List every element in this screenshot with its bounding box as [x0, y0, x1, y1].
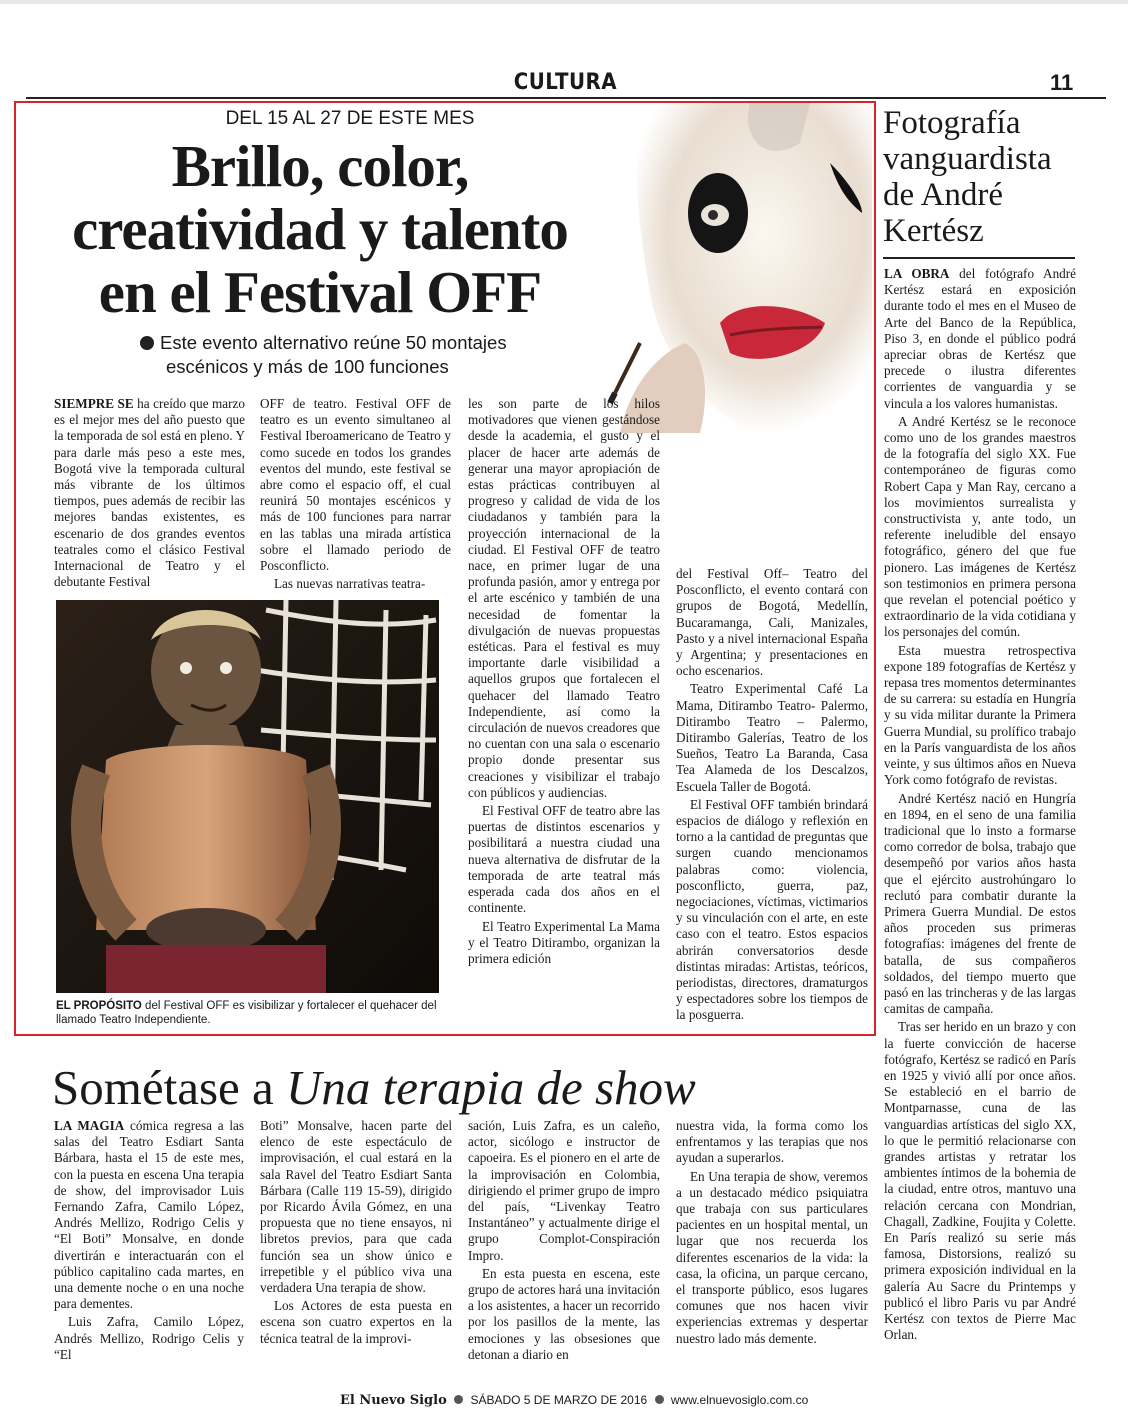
headline-line: creatividad y talento [72, 196, 568, 262]
paragraph: sación, Luis Zafra, es un caleño, actor, sicólogo e instructor de capoeira. Es el pionero en el arte de la improvisación en Colombia, dirigiendo el primer grupo de impro del país, “Livenkay Teatro Instantáneo” y actualmente dirige el grupo Complot-Conspiración Impro. [468, 1118, 660, 1263]
sidebar-column [884, 266, 1076, 1345]
footer-website[interactable]: www.elnuevosiglo.com.co [670, 1393, 809, 1407]
paragraph: les son parte de los hilos motivadores que vienen gestándose desde la academia, el gusto y el placer de hacer arte además de generar una mayor apropiación de estas prácticas contribuyen al progreso y calidad de vida de los ciudadanos y también para la proyección internacional de la ciudad. El Festival OFF de teatro nace, en primer lugar de una profunda pasión, amor y entrega por el arte escénico y también de una necesidad de fomentar la divulgación de nuevas propuestas estéticas. Para el festival es muy importante darle visibilidad a aquellos grupos que fortalecen el quehacer del llamado Teatro Independiente, así como la circulación de nuevos creadores que no cuentan con una sala o escenario propio donde presentar sus creaciones y visibilizar el trabajo con públicos y audiencias. [468, 396, 660, 800]
second-headline: Sométase a Una terapia de show [52, 1060, 696, 1115]
sidebar-title-line: vanguardista [883, 141, 1052, 177]
bullet-icon [655, 1395, 664, 1404]
article-column-3 [468, 396, 660, 969]
paragraph: LA MAGIA cómica regresa a las salas del Teatro Esdiart Santa Bárbara, hasta el 15 de este mes, con la puesta en escena Una terapia de show, del improvisador Luis Fernando Zafra, Camilo López, Andrés Mellizo, Rodrigo Celis y “El Boti” Monsalve, en donde divertirán e interactuarán con el público capitalino cada martes, en una demente noche o en una noche para dementes. [54, 1118, 244, 1312]
photo-caption: EL PROPÓSITO del Festival OFF es visibilizar y fortalecer el quehacer del llamado Teatro Independiente. [56, 1000, 437, 1026]
paragraph: Las nuevas narrativas teatra- [274, 576, 426, 592]
paragraph: En Una terapia de show, veremos a un destacado médico psiquiatra que trabaja con sus particulares pacientes en un hospital mental, un lugar que nos recuerda los diferentes escenarios de la vida: la casa, la oficina, un parque cercano, el transporte público, esos lugares comunes que nos hacen vivir experiencias extremas y despertar nuestro lado más demente. [676, 1168, 868, 1346]
paragraph: Tras ser herido en un brazo y con la fuerte convicción de hacerse fotógrafo, Kertész se radicó en París en 1925 y vivió allí por once años. Se estableció en el barrio de Montparnasse, cuna de las vanguardias artísticas del siglo XX, lo que le permitió relacionarse con grandes artistas y retratar los ambientes íntimos de la bohemia de la ciudad, entre otros, mantuvo una relación cercana con Mondrian, Chagall, Zadkine, Foujita y Colette. En París realizó su serie más famosa, Distorsions, realizó su primera exposición individual en la galería Au Sacre du Printemps y publicó el libro Paris vu par André Kertész con textos de Pierre Mac Orlan. [884, 1019, 1076, 1343]
paragraph: SIEMPRE SE ha creído que marzo es el mejor mes del año puesto que la temporada de sol está en pleno. Y para darle más peso a este mes, Bogotá vive la temporada cultural más vibrante de los últimos tiempos, pues además de recibir las mejores bandas existentes, es escenario de dos grandes eventos teatrales como el clásico Festival Internacional de Teatro y el debutante Festival [54, 396, 246, 590]
section-title: CULTURA [513, 70, 617, 95]
clown-face-photo [600, 103, 872, 433]
sidebar-title-line: Fotografía [883, 105, 1021, 141]
sidebar-rule [883, 257, 1075, 259]
paragraph: El Festival OFF de teatro abre las puertas de distintos escenarios y posibilitará a nuestra ciudad una nueva alternativa de disfrutar de la temporada de arte teatral más esperada cada dos años en el continente. [468, 803, 660, 916]
paragraph: André Kertész nació en Hungría en 1894, en el seno de una familia tradicional que lo insto a formarse como corredor de bolsa, trabajo que desempeñó por varios años hasta que el ejército austrohúngaro lo reclutó para combatir durante la Primera Guerra Mundial. De estos años proceden sus primeras fotografías: imágenes del frente de batalla, de sus compañeros soldados, del tiempo muerto que pasó en las trincheras y de las largas camitas de campaña. [884, 790, 1076, 1017]
second-column-2 [260, 1118, 452, 1349]
bullet-icon [454, 1395, 463, 1404]
page-number: 11 [1050, 70, 1074, 95]
main-headline [30, 135, 610, 324]
paragraph: En esta puesta en escena, este grupo de actores hará una invitación a los asistentes, a hacer un recorrido por los pasillos de la mente, las emociones y las obsesiones que detonan a diario en [468, 1265, 660, 1362]
paragraph: A André Kertész se le reconoce como uno de los grandes maestros de la fotografía del siglo XX. Fue contemporáneo de figuras como Robert Capa y Man Ray, cercano a los movimientos surrealista y constructivista y, ante todo, un referente ineludible del ensayo fotográfico, género del que fue pionero. Las imágenes de Kertész son testimonios en primera persona que revelan el potencial poético y extraordinario de la vida cotidiana y los personajes del común. [884, 413, 1076, 640]
subheadline [140, 331, 540, 379]
footer-date: SÁBADO 5 DE MARZO DE 2016 [470, 1393, 648, 1407]
sidebar-title-line: Kertész [883, 213, 984, 249]
paragraph: Luis Zafra, Camilo López, Andrés Mellizo, Rodrigo Celis y “El [54, 1314, 244, 1362]
page-footer [340, 1393, 860, 1408]
second-column-4 [676, 1118, 868, 1349]
paragraph: El Festival OFF también brindará espacios de diálogo y reflexión en torno a la cantidad de preguntas que surgen cuando mencionamos palabras como: violencia, posconflicto, guerra, paz, negociaciones, víctimas, victimarios y su vinculación con el arte, en este caso con el teatro. Estos espacios abrirán conversatorios desde distintas miradas: Artistas, teóricos, periodistas, directores, dramaturgos y espectadores sobre los tiempos de la posguerra. [676, 796, 868, 1023]
paragraph: nuestra vida, la forma como los enfrentamos y las terapias que nos ayudan a superarlos. [676, 1118, 868, 1166]
actor-photo [56, 600, 439, 993]
paragraph: El Teatro Experimental La Mama y el Teatro Ditirambo, organizan la primera edición [468, 918, 660, 966]
paragraph: Los Actores de esta puesta en escena son cuatro expertos en la técnica teatral de la improvi- [260, 1298, 452, 1346]
paragraph: Teatro Experimental Café La Mama, Ditirambo Teatro- Palermo, Ditirambo Teatro – Palermo, Ditirambo Galerías, Teatro de los Sueños, Teatro La Baranda, Casa Tea Alameda de los Descalzos, Escuela Taller de Bogotá. [676, 681, 868, 794]
paragraph: OFF de teatro. Festival OFF de teatro es un evento simultaneo al Festival Iberoamericano de Teatro y como sucede en todos los grandes eventos del mundo, este festival se abre como el espacio off, el cual reunirá 50 montajes escénicos y más de 100 funciones para narrar en las tablas una mirada artística sobre el llamado periodo de Posconflicto. [260, 396, 451, 574]
article-column-2 [260, 396, 451, 594]
newspaper-name: El Nuevo Siglo [340, 1393, 447, 1408]
paragraph: Boti” Monsalve, hacen parte del elenco de este espectáculo de improvisación, el cual estará en la sala Ravel del Teatro Esdiart Santa Bárbara (Calle 119 15-59), dirigido por Ricardo Ávila Gómez, en una propuesta que no tiene ensayos, ni libretos previos, para que cada función sea un show único e irrepetible y el público viva una verdadera Una terapia de show. [260, 1118, 452, 1296]
second-column-1 [54, 1118, 244, 1365]
paragraph: del Festival Off– Teatro del Posconflicto, el evento contará con grupos de Bogotá, Medellín, Bucaramanga, Cali, Manizales, Pasto y a nivel internacional España y Argentina; y presentaciones en ocho escenarios. [676, 566, 868, 679]
page-top-edge [0, 0, 1128, 4]
article-column-4 [676, 566, 868, 1026]
header-rule [26, 97, 1106, 99]
article-column-1 [54, 396, 245, 592]
kicker: DEL 15 AL 27 DE ESTE MES [225, 108, 475, 129]
second-column-3 [468, 1118, 660, 1365]
paragraph: Esta muestra retrospectiva expone 189 fotografías de Kertész y repasa tres momentos determinantes de su carrera: su estadía en Hungría y su vida militar durante la Primera Guerra Mundial, su prolífico trabajo en la París vanguardista de los años veinte, y sus últimos años en Nueva York como fotógrafo de revistas. [884, 642, 1076, 788]
headline-line: Brillo, color, [171, 133, 469, 199]
sidebar-title-line: de André [883, 177, 1004, 213]
subhead-line: escénicos y más de 100 funciones [166, 356, 449, 377]
subhead-line: Este evento alternativo reúne 50 montajes [160, 332, 507, 353]
bullet-icon [140, 336, 154, 350]
sidebar-headline [883, 105, 1083, 249]
paragraph: LA OBRA del fotógrafo André Kertész estará en exposición durante todo el mes en el Museo de Arte del Banco de la República, Piso 3, en donde el público podrá apreciar obras de Kertész que precede o ilustra diferentes corrientes de vanguardia y se vincula a los valores humanistas. [884, 266, 1076, 411]
headline-line: en el Festival OFF [98, 259, 542, 325]
